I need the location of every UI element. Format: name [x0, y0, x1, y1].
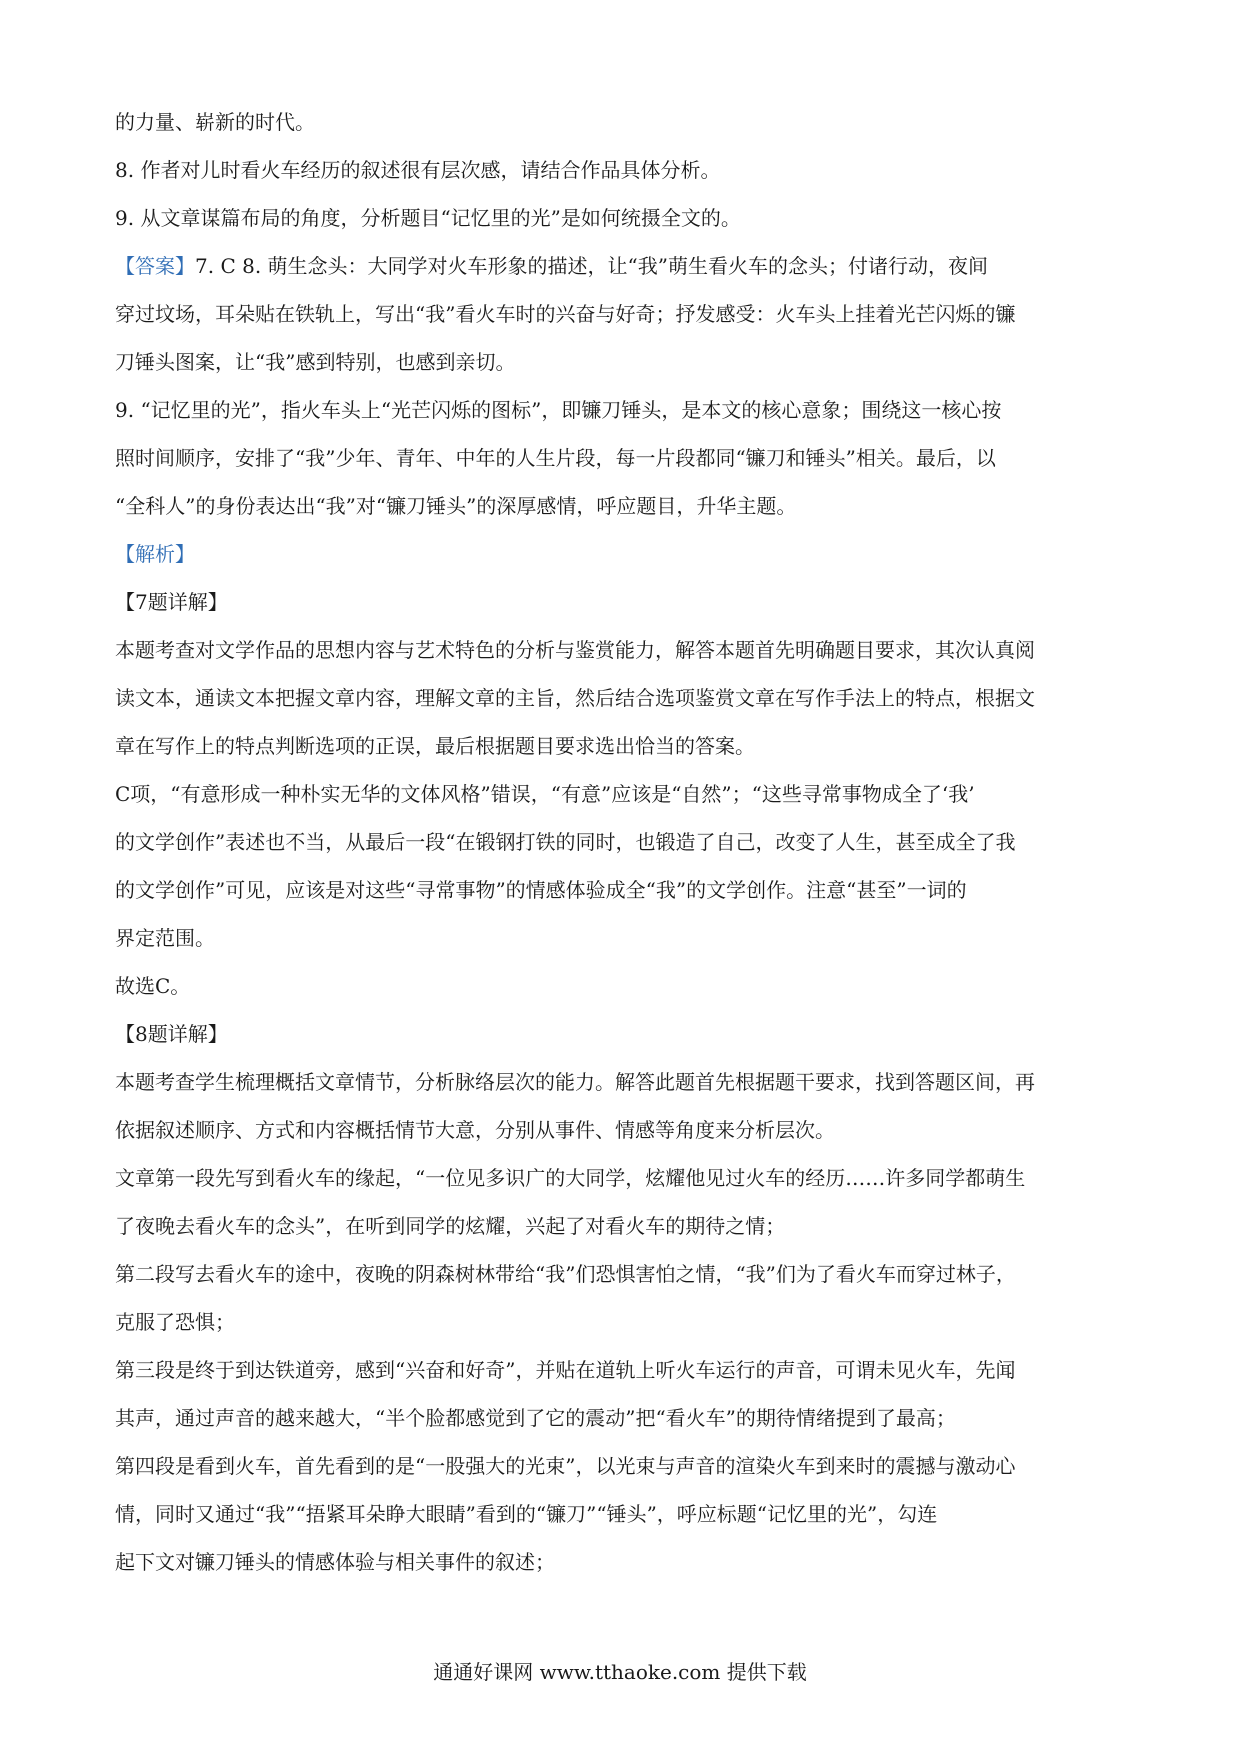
section-7-line-4: C项，“有意形成一种朴实无华的文体风格”错误，“有意”应该是“自然”；“这些寻常事物成全了‘我’	[115, 782, 975, 806]
page-footer: 通通好课网 www.tthaoke.com 提供下载	[433, 1660, 807, 1684]
section-7-line-2: 读文本，通读文本把握文章内容，理解文章的主旨，然后结合选项鉴赏文章在写作手法上的特点，根据文	[115, 686, 1035, 710]
question-9: 9. 从文章谋篇布局的角度，分析题目“记忆里的光”是如何统摄全文的。	[115, 206, 741, 230]
answer-line-2: 穿过坟场，耳朵贴在铁轨上，写出“我”看火车时的兴奋与好奇；抒发感受：火车头上挂着光芒闪烁的镰	[115, 302, 1016, 326]
analysis-label: 【解析】	[115, 542, 195, 566]
section-7-heading: 【7题详解】	[115, 590, 228, 614]
answer-label: 【答案】	[115, 254, 195, 278]
section-7-line-1: 本题考查对文学作品的思想内容与艺术特色的分析与鉴赏能力，解答本题首先明确题目要求，其次认真阅	[115, 638, 1035, 662]
section-8-line-5: 第二段写去看火车的途中，夜晚的阴森树林带给“我”们恐惧害怕之情，“我”们为了看火车而穿过林子，	[115, 1262, 1016, 1286]
section-7-line-3: 章在写作上的特点判断选项的正误，最后根据题目要求选出恰当的答案。	[115, 734, 755, 758]
section-7-line-7: 界定范围。	[115, 926, 215, 950]
answer-line-1	[115, 242, 1127, 290]
section-8-line-8: 其声，通过声音的越来越大，“半个脸都感觉到了它的震动”把“看火车”的期待情绪提到了最高；	[115, 1406, 956, 1430]
section-8-heading: 【8题详解】	[115, 1022, 228, 1046]
answer-line-6: “全科人”的身份表达出“我”对“镰刀锤头”的深厚感情，呼应题目，升华主题。	[115, 494, 797, 518]
answer-line-4: 9. “记忆里的光”，指火车头上“光芒闪烁的图标”，即镰刀锤头，是本文的核心意象；围绕这一核心按	[115, 398, 1002, 422]
answer-text: 7. C 8. 萌生念头：大同学对火车形象的描述，让“我”萌生看火车的念头；付诸行动，夜间	[195, 254, 988, 278]
section-7-line-6: 的文学创作”可见，应该是对这些“寻常事物”的情感体验成全“我”的文学创作。注意“甚至”一词的	[115, 878, 967, 902]
section-8-line-6: 克服了恐惧；	[115, 1310, 235, 1334]
document-body	[115, 98, 1127, 1586]
answer-line-3: 刀锤头图案，让“我”感到特别，也感到亲切。	[115, 350, 516, 374]
section-8-line-9: 第四段是看到火车，首先看到的是“一股强大的光束”，以光束与声音的渲染火车到来时的震撼与激动心	[115, 1454, 1016, 1478]
section-8-line-10: 情，同时又通过“我”“捂紧耳朵睁大眼睛”看到的“镰刀”“锤头”，呼应标题“记忆里的光”，勾连	[115, 1502, 938, 1526]
section-7-conclusion: 故选C。	[115, 974, 191, 998]
section-8-line-7: 第三段是终于到达铁道旁，感到“兴奋和好奇”，并贴在道轨上听火车运行的声音，可谓未见火车，先闻	[115, 1358, 1016, 1382]
section-8-line-3: 文章第一段先写到看火车的缘起，“一位见多识广的大同学，炫耀他见过火车的经历……许多同学都萌生	[115, 1166, 1026, 1190]
section-8-line-1: 本题考查学生梳理概括文章情节，分析脉络层次的能力。解答此题首先根据题干要求，找到答题区间，再	[115, 1070, 1035, 1094]
section-7-line-5: 的文学创作”表述也不当，从最后一段“在锻钢打铁的同时，也锻造了自己，改变了人生，甚至成全了我	[115, 830, 1016, 854]
section-8-line-2: 依据叙述顺序、方式和内容概括情节大意，分别从事件、情感等角度来分析层次。	[115, 1118, 835, 1142]
answer-line-5: 照时间顺序，安排了“我”少年、青年、中年的人生片段，每一片段都同“镰刀和锤头”相关。最后，以	[115, 446, 996, 470]
text-line-1: 的力量、崭新的时代。	[115, 110, 315, 134]
question-8: 8. 作者对儿时看火车经历的叙述很有层次感，请结合作品具体分析。	[115, 158, 721, 182]
section-8-line-11: 起下文对镰刀锤头的情感体验与相关事件的叙述；	[115, 1550, 555, 1574]
section-8-line-4: 了夜晚去看火车的念头”，在听到同学的炫耀，兴起了对看火车的期待之情；	[115, 1214, 786, 1238]
